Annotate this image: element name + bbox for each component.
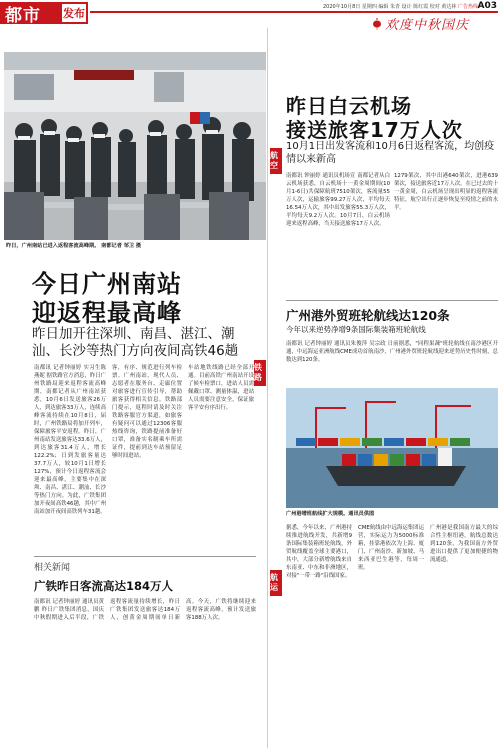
page-header (0, 0, 500, 33)
railway-body-col2: 客，有序、规范进行列车检票。广州南站，现代人员、志愿者在服务台、走廊位置对旅客进行宣传引导，帮助旅客获得相关信息。铁路部门提示，返程时请及时关注铁路客服官方渠道，如旅客有疑问可以通过12306客服热线咨询，铁路提前准备好口罩，准备实名制乘车所需证件，提前到达车站预留足够时间进站。 (112, 365, 182, 459)
airport-body-col2: 1279架次，其中出港640架次，进港639架次，接送旅客近17万人次。在已过去的十一黄金周，白云机场呈现出明显的返程客流特征，航空出行正逐步恢复至疫情之前的水平。 (394, 173, 498, 211)
tag-aviation: 航空 (270, 148, 282, 174)
railway-subheadline-line1: 昨日加开往深圳、南昌、湛江、潮 (32, 326, 235, 342)
railway-headline-line2: 迎返程最高峰 (32, 299, 182, 327)
ad-hotline: 广告热线 (457, 4, 478, 10)
port-body-col1: 据悉，今年以来，广州港持续推进航线开发，共新增9条国际集装箱班轮航线，外贸航线覆盖全球主要港口，其中，大部分新增航线来自东南亚、中东和非洲地区，对接"一带一路"沿线国家。 (286, 525, 352, 579)
airport-headline-line1: 昨日白云机场 (286, 94, 412, 118)
masthead-subtitle: 发布 (60, 2, 88, 24)
port-divider (286, 300, 498, 301)
related-news-body: 南都讯 记者钟丽婷 通讯员黄鹏 昨日广铁集团消息，国庆中秋假期进入后半段，广铁返程客流量持续增长，昨日广铁集团发送旅客达184万人，创黄金周期间单日新高。今天，广铁将继续迎来返程客流高峰，预计发送旅客188万人次。 (34, 599, 256, 621)
station-photo (4, 52, 266, 240)
lantern-icon (372, 18, 382, 30)
column-divider (267, 28, 268, 748)
railway-body-col3: 车站地铁线路已经全部开通。目前高铁广州南站开设了候车检票口，进站人员需佩戴口罩、测量体温，进站人员需要注意安全，保证旅客平安有序出行。 (188, 365, 254, 411)
dateline: 2020年10月8日 星期四 编辑 朱青 设计 陈红霞 校对 黄达林 广告热线 (322, 4, 478, 10)
railway-headline-line1: 今日广州南站 (32, 270, 182, 298)
station-photo-caption: 昨日，广州南站已进入返程客流高峰期。 南都记者 邹卫 摄 (6, 243, 142, 249)
airport-subheadline: 10月1日出发客流和10月6日返程客流，均创疫情以来新高 (286, 141, 495, 165)
feature-banner: 欢度中秋国庆 (372, 14, 469, 33)
masthead-title: 都市 (5, 5, 41, 26)
port-photo-caption: 广州港增班航线扩大规模。通讯员供图 (286, 511, 375, 517)
port-body-col3: 广州港是我国南方最大的综合性主枢纽港，航线总数达到120条，为我国南方外贸进出口提供了更加便捷的物流通道。 (430, 525, 498, 563)
airport-headline-line2: 接送旅客17万人次 (286, 118, 463, 142)
page-number: A03 (477, 1, 497, 11)
port-photo (286, 388, 498, 508)
related-news-label: 相关新闻 (34, 563, 71, 573)
tag-shipping: 航运 (270, 570, 282, 596)
airport-body-col1: 南都讯 钟丽婷 通讯员机场宣 南都记者从白云机场获悉，自云机场十一黄金周期间(10月1-6日)共保障航班7510架次，客流量55万人次，运输旅客99.27万人次，平均每天16.54万人次，其中出发旅客55.3万人次，平均每天9.2万人次。10月7日，白云机场迎来返程高峰，当天接送旅客17万人次。 (286, 173, 390, 227)
related-news-title: 广铁昨日客流高达184万人 (34, 579, 174, 593)
port-photo-illustration (286, 388, 498, 508)
header-rule (90, 11, 498, 13)
railway-body-col1: 南都讯 记者钟丽婷 实习生陈燕妮 据铁路官方消息，昨日广州铁路局迎来返程客流高峰期，南都记者从广州南站获悉，10月6日发送旅客26万人，到达旅客33万人，连续高峰客流持续在10月8日，届时，广州铁路局将加开列车，保障旅客平安返程。昨日，广州南站发送旅客达33.6万人，到达旅客31.4万人，增长122.2%；日到发旅客量达37.7万人，较10月1日增长127%，预计今日返程客流会迎来最高峰，主要集中在深圳、南昌、湛江、潮汕、长沙等热门方向。为此，广铁集团加开夜间高铁46趟，其中广州南站加开夜间高铁列车31趟。 (34, 365, 106, 515)
related-divider (34, 556, 256, 557)
station-photo-illustration (4, 52, 266, 240)
tag-railway: 铁路 (254, 360, 266, 386)
port-headline: 广州港外贸班轮航线达120条 (286, 308, 450, 323)
port-body-col2: CME航线由中远海运集团运营，实际运力为5000标准箱，挂靠港依次为上海、厦门、广州南沙、新加坡、马来西亚巴生港等，每周一班。 (358, 525, 424, 571)
port-subheadline: 今年以来逆势净增9条国际集装箱班轮航线 (286, 325, 426, 334)
port-lead: 南都讯 记者钟丽婷 通讯员朱俊萍 吴宗政 日前据悉，"同程果蔬"班轮航线在南沙港区开通，中远海运亚洲航线CME成功首航南沙，广州港外贸班轮航线迎来逆势历史性时刻，总数达到120条。 (286, 341, 498, 363)
masthead (0, 2, 88, 24)
railway-subheadline-line2: 汕、长沙等热门方向夜间高铁46趟 (32, 343, 239, 359)
